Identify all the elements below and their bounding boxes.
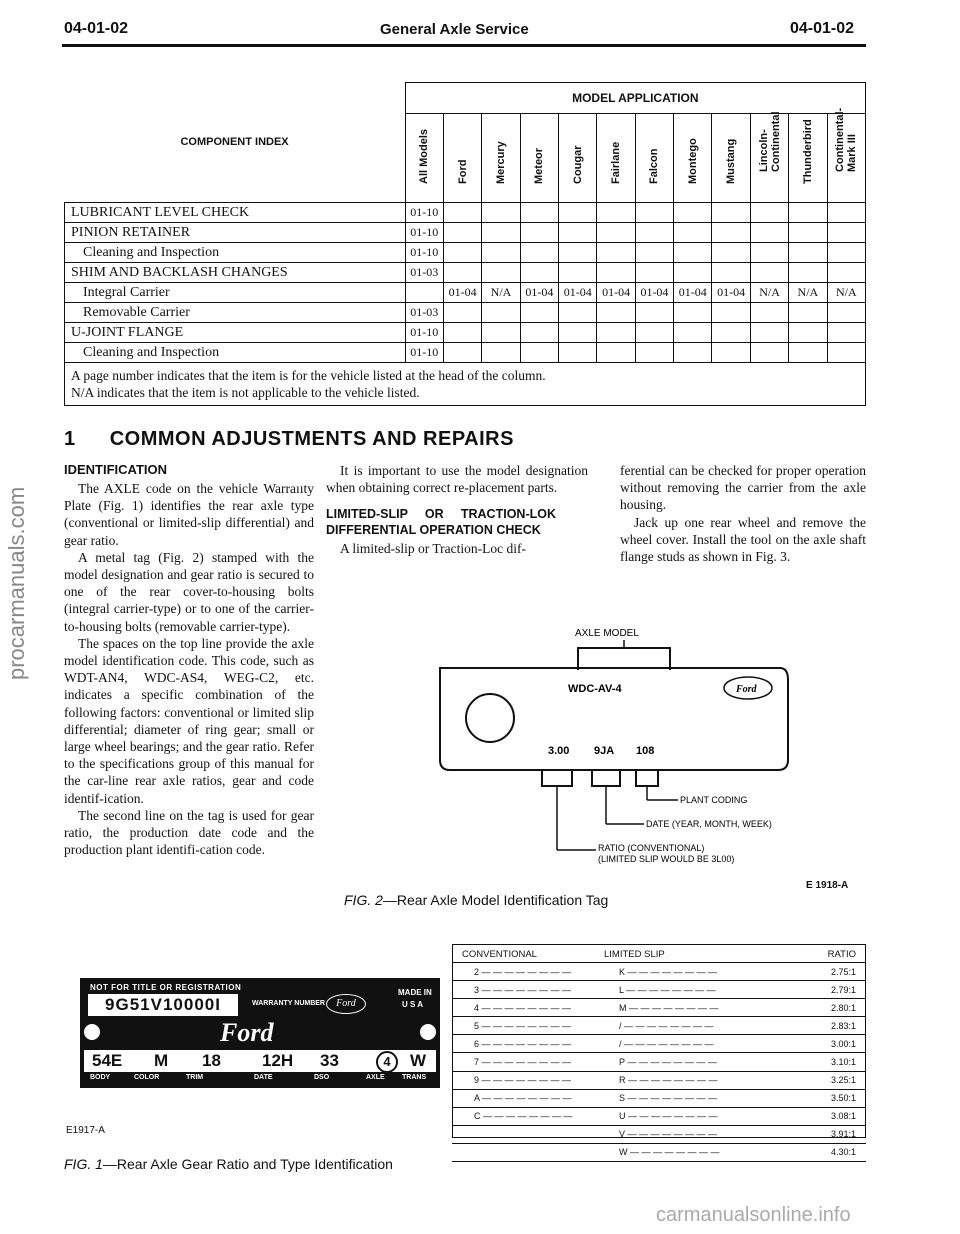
page-reference-cell: N/A [827, 283, 865, 303]
component-index-heading: COMPONENT INDEX [65, 83, 406, 203]
leader-dashes: — — — — — — — — [621, 1020, 714, 1031]
limited-slip-heading: LIMITED-SLIP OR TRACTION-LOK DIFFERENTIAL OPERATION CHECK [326, 507, 556, 538]
page-reference-cell [750, 303, 788, 323]
component-row [65, 303, 866, 323]
page-reference-cell [712, 243, 750, 263]
page-reference-cell [482, 323, 520, 343]
plate-field-label: AXLE [366, 1074, 385, 1081]
ratio-value: 2.79:1 [805, 981, 866, 999]
component-label: Cleaning and Inspection [65, 243, 406, 263]
plate-code: 54E [92, 1051, 123, 1070]
plate-code: 33 [320, 1051, 339, 1070]
limited-slip-code: / [619, 1020, 622, 1031]
page-reference-cell [827, 243, 865, 263]
page-reference-cell [827, 223, 865, 243]
identification-heading: IDENTIFICATION [64, 462, 168, 477]
page-reference-cell [443, 303, 481, 323]
limited-slip-code: / [619, 1038, 622, 1049]
model-column-label: Ford [456, 159, 469, 184]
plate-field-label: BODY [90, 1074, 111, 1081]
model-column-label: Falcon [648, 148, 661, 184]
axle-model-label: AXLE MODEL [575, 628, 639, 639]
page-reference-cell [559, 223, 597, 243]
page-reference-cell [559, 303, 597, 323]
conventional-code: A [474, 1093, 480, 1104]
page-reference-cell [750, 243, 788, 263]
ratio-value: 2.83:1 [805, 1017, 866, 1035]
ratio-row [452, 1143, 866, 1161]
tag-model-code: WDC-AV-4 [568, 683, 622, 695]
page-reference-cell [635, 263, 673, 283]
table-note [65, 363, 866, 406]
page-reference-cell [674, 243, 712, 263]
page-reference-cell [674, 303, 712, 323]
page-reference-cell [520, 243, 558, 263]
plate-code-circled: 4 [376, 1051, 398, 1073]
model-column-header [789, 114, 827, 203]
page-reference-cell [443, 263, 481, 283]
leader-dashes: — — — — — — — — [479, 1002, 572, 1013]
model-column-label: Fairlane [610, 141, 623, 184]
ratio-row [452, 1089, 866, 1107]
ratio-value: 3.50:1 [805, 1089, 866, 1107]
page-reference-cell [520, 263, 558, 283]
leader-dashes: — — — — — — — — [626, 1002, 719, 1013]
page-reference-cell [827, 303, 865, 323]
model-column-header [405, 114, 443, 203]
ratio-value: 3.10:1 [805, 1053, 866, 1071]
page-reference-cell [405, 283, 443, 303]
model-column-label: Lincoln- Continental [757, 111, 782, 172]
page-reference-cell [635, 203, 673, 223]
ratio-row [452, 999, 866, 1017]
page-number-left: 04-01-02 [64, 20, 129, 37]
page-reference-cell: N/A [789, 283, 827, 303]
axle-model-bracket [578, 648, 670, 670]
ratio-value: 3.08:1 [805, 1107, 866, 1125]
axle-tag-diagram [420, 620, 800, 870]
leader-dashes: — — — — — — — — [623, 984, 716, 995]
tag-mounting-hole [466, 694, 514, 742]
model-column-label: Meteor [533, 147, 546, 184]
page-reference-cell [635, 223, 673, 243]
section-heading [64, 428, 514, 451]
ratio-row [452, 1071, 866, 1089]
conventional-code: 4 [474, 1002, 480, 1013]
limited-slip-code: P [619, 1057, 625, 1068]
gear-ratio-table [452, 946, 866, 1162]
paragraph: The spaces on the top line provide the axle model identification code. This code, such as WDT-AN4, WDC-AS4, WEG-C2, etc. indicates a specific combination of the following factors: conventional or limited slip differential; diameter of ring gear; small or large wheel bearings; and the gear ratio. Refer to the specifications group of this manual for the car-line rear axle ratios, gear and code identif-ication. [64, 635, 314, 806]
leader-dashes: — — — — — — — — [625, 1075, 718, 1086]
leader-dashes: — — — — — — — — [625, 966, 718, 977]
page-reference-cell [559, 243, 597, 263]
page-reference-cell [635, 323, 673, 343]
conventional-code: C [474, 1111, 481, 1122]
component-row [65, 203, 866, 223]
page-reference-cell [712, 223, 750, 243]
leader-dashes: — — — — — — — — [625, 1129, 718, 1140]
page-reference-cell [789, 223, 827, 243]
page-reference-cell [750, 323, 788, 343]
ratio-row [452, 963, 866, 981]
model-column-header [482, 114, 520, 203]
page-reference-cell [559, 323, 597, 343]
paragraph: The second line on the tag is used for gear ratio, the production date code and the production plant identifi-cation code. [64, 807, 314, 858]
paragraph: Jack up one rear wheel and remove the wheel cover. Install the tool on the axle shaft flange studs as shown in Fig. 3. [620, 514, 866, 565]
conventional-code: 9 [474, 1075, 480, 1086]
page-reference-cell [597, 223, 635, 243]
page-reference-cell [789, 263, 827, 283]
plate-field-label: COLOR [134, 1074, 160, 1081]
page-reference-cell: 01-04 [674, 283, 712, 303]
page-reference-cell: 01-10 [405, 323, 443, 343]
fig2-caption-label: FIG. 2 [344, 892, 383, 908]
fig1-caption [64, 1156, 393, 1172]
page-reference-cell [750, 223, 788, 243]
page-reference-cell [827, 263, 865, 283]
page-reference-cell [520, 303, 558, 323]
plate-made-in: MADE IN [398, 988, 432, 997]
paragraph: It is important to use the model designation when obtaining correct re-placement parts. [326, 463, 588, 496]
model-column-header [827, 107, 865, 203]
limited-slip-code: S [619, 1093, 626, 1104]
page-reference-cell [635, 343, 673, 363]
fig2-caption-text: —Rear Axle Model Identification Tag [382, 892, 609, 908]
tag-plant: 108 [636, 745, 655, 757]
model-column-header [712, 114, 750, 203]
component-label: Removable Carrier [65, 303, 406, 323]
plate-code: 18 [202, 1051, 221, 1070]
ratio-row [452, 1125, 866, 1143]
page-reference-cell [597, 203, 635, 223]
page-title: General Axle Service [380, 21, 529, 38]
plant-coding-label: PLANT CODING [680, 795, 748, 805]
page-reference-cell [750, 203, 788, 223]
page-reference-cell [559, 343, 597, 363]
ratio-row [452, 1107, 866, 1125]
model-column-header [559, 114, 597, 203]
leader-dashes: — — — — — — — — [480, 1111, 573, 1122]
page-reference-cell: 01-10 [405, 223, 443, 243]
page-reference-cell [750, 343, 788, 363]
page-reference-cell: 01-04 [597, 283, 635, 303]
page-reference-cell [712, 203, 750, 223]
page-reference-cell: 01-04 [443, 283, 481, 303]
component-label: Cleaning and Inspection [65, 343, 406, 363]
ratio-row [452, 1053, 866, 1071]
page-reference-cell [597, 343, 635, 363]
page-reference-cell: 01-10 [405, 243, 443, 263]
leader-dashes: — — — — — — — — [625, 1111, 718, 1122]
page-reference-cell [597, 243, 635, 263]
model-column-label: Mustang [725, 138, 738, 184]
ford-logo-text: Ford [736, 684, 757, 695]
component-label: PINION RETAINER [65, 223, 406, 243]
component-index-table [64, 82, 866, 406]
page-reference-cell: 01-10 [405, 203, 443, 223]
page-reference-cell [789, 303, 827, 323]
page-reference-cell [482, 263, 520, 283]
fig1-caption-text: —Rear Axle Gear Ratio and Type Identification [102, 1156, 393, 1172]
plate-ford-logo: Ford [220, 1018, 274, 1047]
plate-field-label: DATE [254, 1074, 273, 1081]
note-line-2: N/A indicates that the item is not applicable to the vehicle listed. [71, 385, 420, 400]
ratio-value: 3.00:1 [805, 1035, 866, 1053]
ratio-row [452, 1017, 866, 1035]
plate-serial: 9G51V10000I [88, 994, 238, 1016]
conventional-code: 2 [474, 966, 480, 977]
conventional-code: 7 [474, 1057, 480, 1068]
page-reference-cell [559, 203, 597, 223]
text-column-2 [326, 462, 588, 558]
plate-field-label: TRANS [402, 1074, 427, 1081]
plate-usa: U S A [402, 1000, 424, 1009]
section-title: COMMON ADJUSTMENTS AND REPAIRS [109, 428, 514, 450]
page-reference-cell [482, 203, 520, 223]
page-reference-cell: 01-04 [635, 283, 673, 303]
section-number: 1 [64, 428, 76, 450]
header-rule [62, 44, 866, 47]
col-ratio: RATIO [805, 946, 866, 963]
page-reference-cell [520, 323, 558, 343]
side-watermark: procarmanuals.com [4, 486, 29, 680]
component-row [65, 323, 866, 343]
ratio-label: RATIO (CONVENTIONAL) [598, 843, 705, 853]
page-reference-cell: 01-03 [405, 263, 443, 283]
page-reference-cell [482, 343, 520, 363]
page-reference-cell [827, 323, 865, 343]
footer-watermark: carmanualsonline.info [656, 1204, 851, 1226]
page-reference-cell [789, 243, 827, 263]
plate-rivet-right [420, 1024, 436, 1040]
ratio-row [452, 981, 866, 999]
page-reference-cell: 01-10 [405, 343, 443, 363]
conventional-code: 5 [474, 1020, 480, 1031]
leader-dashes: — — — — — — — — [479, 966, 572, 977]
leader-dashes: — — — — — — — — [479, 1038, 572, 1049]
plate-code: M [154, 1051, 169, 1070]
col-limited-slip: LIMITED SLIP [603, 946, 805, 963]
plate-code: 12H [262, 1051, 294, 1070]
component-label: Integral Carrier [65, 283, 406, 303]
page-reference-cell [827, 343, 865, 363]
model-column-header [635, 114, 673, 203]
fig2-caption [344, 892, 608, 908]
model-column-header [520, 114, 558, 203]
page-reference-cell [559, 263, 597, 283]
model-column-label: Cougar [571, 145, 584, 184]
component-label: U-JOINT FLANGE [65, 323, 406, 343]
model-column-label: Thunderbird [801, 119, 814, 184]
limited-slip-code: R [619, 1075, 626, 1086]
note-line-1: A page number indicates that the item is for the vehicle listed at the head of the column. [71, 368, 546, 383]
col-conventional: CONVENTIONAL [452, 946, 603, 963]
leader-dashes: — — — — — — — — [479, 1075, 572, 1086]
page-reference-cell [635, 243, 673, 263]
fig1-caption-label: FIG. 1 [64, 1156, 103, 1172]
tag-ratio: 3.00 [548, 745, 570, 757]
conventional-code: 3 [474, 984, 480, 995]
page-reference-cell [520, 223, 558, 243]
page-reference-cell [789, 323, 827, 343]
leader-dashes: — — — — — — — — [479, 1057, 572, 1068]
leader-dashes: — — — — — — — — [479, 984, 572, 995]
ratio-label-limited: (LIMITED SLIP WOULD BE 3L00) [598, 854, 735, 864]
component-row [65, 223, 866, 243]
page-reference-cell [674, 203, 712, 223]
page-reference-cell [443, 343, 481, 363]
date-label: DATE (YEAR, MONTH, WEEK) [646, 819, 772, 829]
ratio-value: 2.75:1 [805, 963, 866, 981]
page-reference-cell [674, 263, 712, 283]
plate-ford-logo-small: Ford [326, 994, 366, 1014]
limited-slip-code: U [619, 1111, 626, 1122]
page-reference-cell [712, 263, 750, 283]
page-reference-cell [597, 303, 635, 323]
model-column-header [674, 114, 712, 203]
leader-dashes: — — — — — — — — [479, 1020, 572, 1031]
model-column-label: Montego [686, 138, 699, 184]
page-reference-cell [482, 303, 520, 323]
page-reference-cell [712, 323, 750, 343]
paragraph: ferential can be checked for proper operation without removing the carrier from the axle housing. [620, 463, 866, 513]
page-reference-cell [789, 203, 827, 223]
model-application-heading: MODEL APPLICATION [405, 83, 865, 114]
page-reference-cell [712, 343, 750, 363]
ratio-value: 4.30:1 [805, 1143, 866, 1161]
model-column-label: Mercury [495, 141, 507, 184]
page-reference-cell [635, 303, 673, 323]
page-reference-cell [520, 343, 558, 363]
plate-warranty-label: WARRANTY NUMBER [252, 1000, 325, 1007]
page-reference-cell: 01-04 [559, 283, 597, 303]
model-column-header [750, 111, 788, 203]
limited-slip-code: V [619, 1129, 626, 1140]
component-label: SHIM AND BACKLASH CHANGES [65, 263, 406, 283]
component-row [65, 263, 866, 283]
leader-dashes: — — — — — — — — [625, 1093, 718, 1104]
model-column-header [443, 114, 481, 203]
page-reference-cell [482, 243, 520, 263]
paragraph: A limited-slip or Traction-Loc dif- [340, 541, 526, 557]
page-number-right: 04-01-02 [790, 20, 855, 37]
page-reference-cell: 01-04 [712, 283, 750, 303]
component-row [65, 243, 866, 263]
leader-dashes: — — — — — — — — [627, 1147, 720, 1158]
page-reference-cell [443, 223, 481, 243]
page-reference-cell: N/A [482, 283, 520, 303]
model-column-label: Continental- Mark III [834, 107, 859, 172]
warranty-plate [80, 978, 440, 1088]
page-reference-cell [443, 323, 481, 343]
model-column-label: All Models [418, 128, 431, 184]
plate-field-label: TRIM [186, 1074, 204, 1081]
leader-dashes: — — — — — — — — [624, 1057, 717, 1068]
page-reference-cell [520, 203, 558, 223]
page-reference-cell [443, 203, 481, 223]
plate-top-label: NOT FOR TITLE OR REGISTRATION [90, 983, 242, 992]
page-reference-cell [482, 223, 520, 243]
limited-slip-code: K [619, 966, 626, 977]
page-reference-cell [674, 323, 712, 343]
leader-dashes: — — — — — — — — [621, 1038, 714, 1049]
page-reference-cell [712, 303, 750, 323]
ratio-value: 3.25:1 [805, 1071, 866, 1089]
page-reference-cell: 01-03 [405, 303, 443, 323]
ratio-row [452, 1035, 866, 1053]
text-column-3 [620, 462, 866, 565]
text-column-1 [64, 462, 314, 858]
fig2-id: E 1918-A [806, 880, 849, 891]
page-reference-cell: 01-04 [520, 283, 558, 303]
paragraph: The AXLE code on the vehicle Warraııty Plate (Fig. 1) identifies the rear axle type (conventional or limited-slip differential) and gear ratio. [64, 481, 314, 548]
model-column-header [597, 114, 635, 203]
page-reference-cell [597, 323, 635, 343]
plate-code: W [410, 1051, 427, 1070]
ratio-value: 2.80:1 [805, 999, 866, 1017]
page-reference-cell [827, 203, 865, 223]
page-reference-cell [674, 223, 712, 243]
limited-slip-code: L [619, 984, 624, 995]
leader-dashes: — — — — — — — — [479, 1093, 572, 1104]
limited-slip-code: M [619, 1002, 627, 1013]
page-reference-cell [597, 263, 635, 283]
page-reference-cell [789, 343, 827, 363]
limited-slip-code: W [619, 1147, 628, 1158]
component-label: LUBRICANT LEVEL CHECK [65, 203, 406, 223]
plate-field-label: DSO [314, 1074, 330, 1081]
component-row [65, 343, 866, 363]
page-reference-cell: N/A [750, 283, 788, 303]
page-reference-cell [674, 343, 712, 363]
page-reference-cell [443, 243, 481, 263]
plate-rivet-left [84, 1024, 100, 1040]
fig1-id: E1917-A [66, 1125, 105, 1136]
conventional-code: 6 [474, 1038, 480, 1049]
ratio-value: 3.91:1 [805, 1125, 866, 1143]
paragraph: A metal tag (Fig. 2) stamped with the model designation and gear ratio is secured to one of the rear cover-to-housing bolts (integral carrier-type) or to one of the carrier-to-housing bolts (removable carrier-type). [64, 549, 314, 634]
tag-date: 9JA [594, 745, 615, 757]
page-reference-cell [750, 263, 788, 283]
component-row [65, 283, 866, 303]
